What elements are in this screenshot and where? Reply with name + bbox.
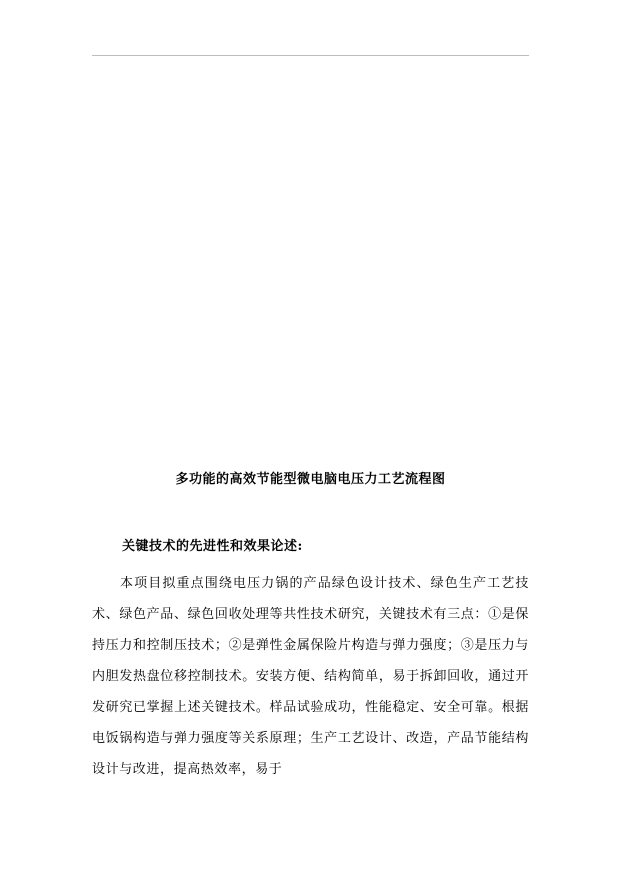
- section-heading: 关键技术的先进性和效果论述:: [122, 539, 303, 554]
- body-paragraph: 本项目拟重点围绕电压力锅的产品绿色设计技术、绿色生产工艺技术、绿色产品、绿色回收处理等共性技术研究，关键技术有三点：①是保持压力和控制压技术；②是弹性金属保险片构造与弹力强度；③是压力与内胆发热盘位移控制技术。安装方便、结构简单，易于拆卸回收，通过开发研究已掌握上述关键技术。样品试验成功，性能稳定、安全可靠。根据电饭锅构造与弹力强度等关系原理；生产工艺设计、改造，产品节能结构设计与改进，提高热效率，易于: [92, 576, 529, 777]
- process-flow-diagram-area: [92, 70, 529, 450]
- figure-caption: 多功能的高效节能型微电脑电压力工艺流程图: [175, 472, 446, 487]
- page-header-rule: [92, 55, 529, 56]
